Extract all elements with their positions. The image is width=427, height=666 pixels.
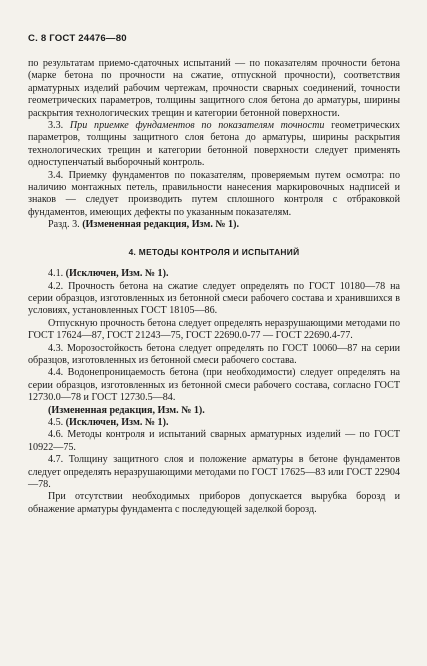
section-3-change-note <box>28 219 400 231</box>
paragraph-4-4: 4.4. Водонепроницаемость бетона (при необходимости) следует определять на серии образцов, изготовленных из бетонной смеси рабочего состава, согласно ГОСТ 12730.0—78 и ГОСТ 12730.5—84. <box>28 367 400 404</box>
paragraph-3-3 <box>28 120 400 170</box>
page-header: С. 8 ГОСТ 24476—80 <box>28 33 127 44</box>
paragraph-4-5 <box>28 417 400 429</box>
clause-number: 4.5. <box>48 416 64 428</box>
clause-number: 3.3. <box>48 120 64 132</box>
paragraph-intro: по результатам приемо-сдаточных испытаний — по показателям прочности бетона (марке бетона по прочности на сжатие, отпускной прочности), соответствия арматурных изделий рабочим чертежам, прочности сварных соединений, точности геометрических параметров, толщины защитного слоя бетона до арматуры, ширины раскрытия технологических трещин и категории бетонной поверхности. <box>28 58 400 119</box>
paragraph-4-1 <box>28 268 400 280</box>
paragraph-3-4: 3.4. Приемку фундаментов по показателям, проверяемым путем осмотра: по наличию монтажных петель, правильности нанесения маркировочных надписей и знаков — следует производить путем сплошного контроля с отбраковкой фундаментов, имеющих дефекты по указанным показателям. <box>28 169 400 218</box>
change-note: (Измененная редакция, Изм. № 1). <box>82 219 239 231</box>
document-body <box>28 58 400 516</box>
clause-italic-text: При приемке фундаментов по показателям точности <box>69 120 325 132</box>
section-ref: Разд. 3. <box>48 219 80 231</box>
paragraph-4-6: 4.6. Методы контроля и испытаний сварных арматурных изделий — по ГОСТ 10922—75. <box>28 429 400 453</box>
clause-text: геометрических параметров, толщины защитного слоя бетона до арматуры, ширины раскрытия технологических трещин и категории бетонной поверхности следует применять одноступенчатый выборочный контроль. <box>28 120 400 169</box>
paragraph-4-7: 4.7. Толщину защитного слоя и положение арматуры в бетоне фундаментов следует определять неразрушающими методами по ГОСТ 17625—83 или ГОСТ 22904—78. <box>28 454 400 490</box>
paragraph-final: При отсутствии необходимых приборов допускается вырубка борозд и обнажение арматуры фундамента с последующей заделкой борозд. <box>28 491 400 515</box>
paragraph-4-2: 4.2. Прочность бетона на сжатие следует определять по ГОСТ 10180—78 на серии образцов, изготовленных из бетонной смеси рабочего состава и хранившихся в условиях, установленных ГОСТ 18105—86. <box>28 280 400 317</box>
paragraph-4-3: 4.3. Морозостойкость бетона следует определять по ГОСТ 10060—87 на серии образцов, изготовленных из бетонной смеси рабочего состава. <box>28 342 400 366</box>
excluded-note: (Исключен, Изм. № 1). <box>65 416 169 428</box>
section-4-title: 4. МЕТОДЫ КОНТРОЛЯ И ИСПЫТАНИЙ <box>128 246 300 257</box>
excluded-note: (Исключен, Изм. № 1). <box>65 268 169 280</box>
changed-edition-note: (Измененная редакция, Изм. № 1). <box>48 404 205 416</box>
clause-number: 4.1. <box>48 268 64 280</box>
paragraph-4-2-release-strength: Отпускную прочность бетона следует определять неразрушающими методами по ГОСТ 17624—87, ГОСТ 21243—75, ГОСТ 22690.0-77 — ГОСТ 22690.4-77. <box>28 317 400 342</box>
